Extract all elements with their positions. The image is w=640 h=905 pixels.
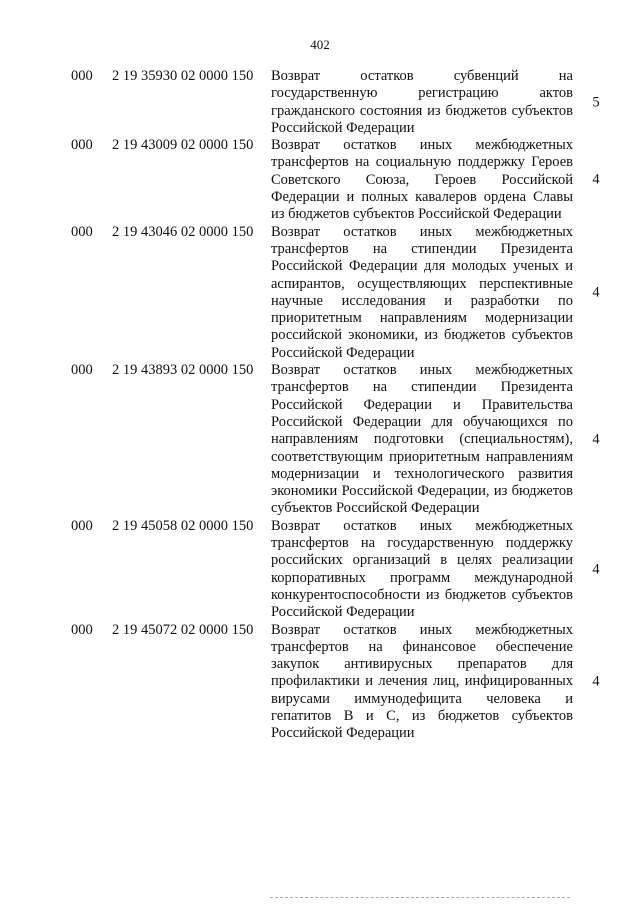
admin-code: 000 (71, 621, 93, 638)
budget-classification-code: 2 19 43009 02 0000 150 (112, 137, 254, 154)
table-row (0, 224, 640, 362)
table-row (0, 68, 640, 137)
income-description: Возврат остатков иных межбюджетных трансфертов на финансовое обеспечение закупок антивирусных препаратов для профилактики и лечения лиц, инфицированных вирусами иммунодефицита человека и гепатитов В и С, из бюджетов субъектов Российской Федерации (271, 621, 573, 742)
row-value: 4 (592, 561, 600, 578)
table-row (0, 137, 640, 223)
budget-classification-code: 2 19 43046 02 0000 150 (112, 223, 254, 240)
admin-code: 000 (71, 517, 93, 534)
income-description: Возврат остатков иных межбюджетных трансфертов на стипендии Президента Российской Федерации для молодых ученых и аспирантов, осуществляющих перспективные научные исследования и разработки по приоритетным направлениям модернизации российской экономики, из бюджетов субъектов Российской Федерации (271, 223, 573, 361)
page-number: 402 (310, 37, 330, 52)
budget-classification-code: 2 19 45058 02 0000 150 (112, 517, 254, 534)
row-value: 4 (592, 284, 600, 301)
row-value: 4 (592, 673, 600, 690)
table-row (0, 362, 640, 518)
income-description: Возврат остатков субвенций на государственную регистрацию актов гражданского состояния из бюджетов субъектов Российской Федерации (271, 68, 573, 136)
budget-classification-code: 2 19 43893 02 0000 150 (112, 362, 254, 379)
budget-classification-code: 2 19 45072 02 0000 150 (112, 621, 254, 638)
row-value: 4 (592, 171, 600, 188)
income-description: Возврат остатков иных межбюджетных трансфертов на стипендии Президента Российской Федерации и Правительства Российской Федерации для обучающихся по направлениям подготовки (специальностям), соответствующим приоритетным направлениям модернизации и технологического развития экономики Российской Федерации, из бюджетов субъектов Российской Федерации (271, 362, 573, 517)
admin-code: 000 (71, 137, 93, 154)
admin-code: 000 (71, 223, 93, 240)
budget-classification-code: 2 19 35930 02 0000 150 (112, 68, 254, 84)
admin-code: 000 (71, 68, 93, 84)
income-description: Возврат остатков иных межбюджетных трансфертов на государственную поддержку российских организаций в целях реализации корпоративных программ международной конкурентоспособности из бюджетов субъектов Российской Федерации (271, 517, 573, 621)
row-value: 5 (592, 94, 600, 111)
table-row (0, 518, 640, 622)
admin-code: 000 (71, 362, 93, 379)
budget-code-table (0, 68, 640, 743)
income-description: Возврат остатков иных межбюджетных трансфертов на социальную поддержку Героев Советского Союза, Героев Российской Федерации и полных кавалеров ордена Славы из бюджетов субъектов Российской Федерации (271, 137, 573, 223)
footer-divider (270, 897, 570, 898)
row-value: 4 (592, 431, 600, 448)
table-row (0, 622, 640, 743)
